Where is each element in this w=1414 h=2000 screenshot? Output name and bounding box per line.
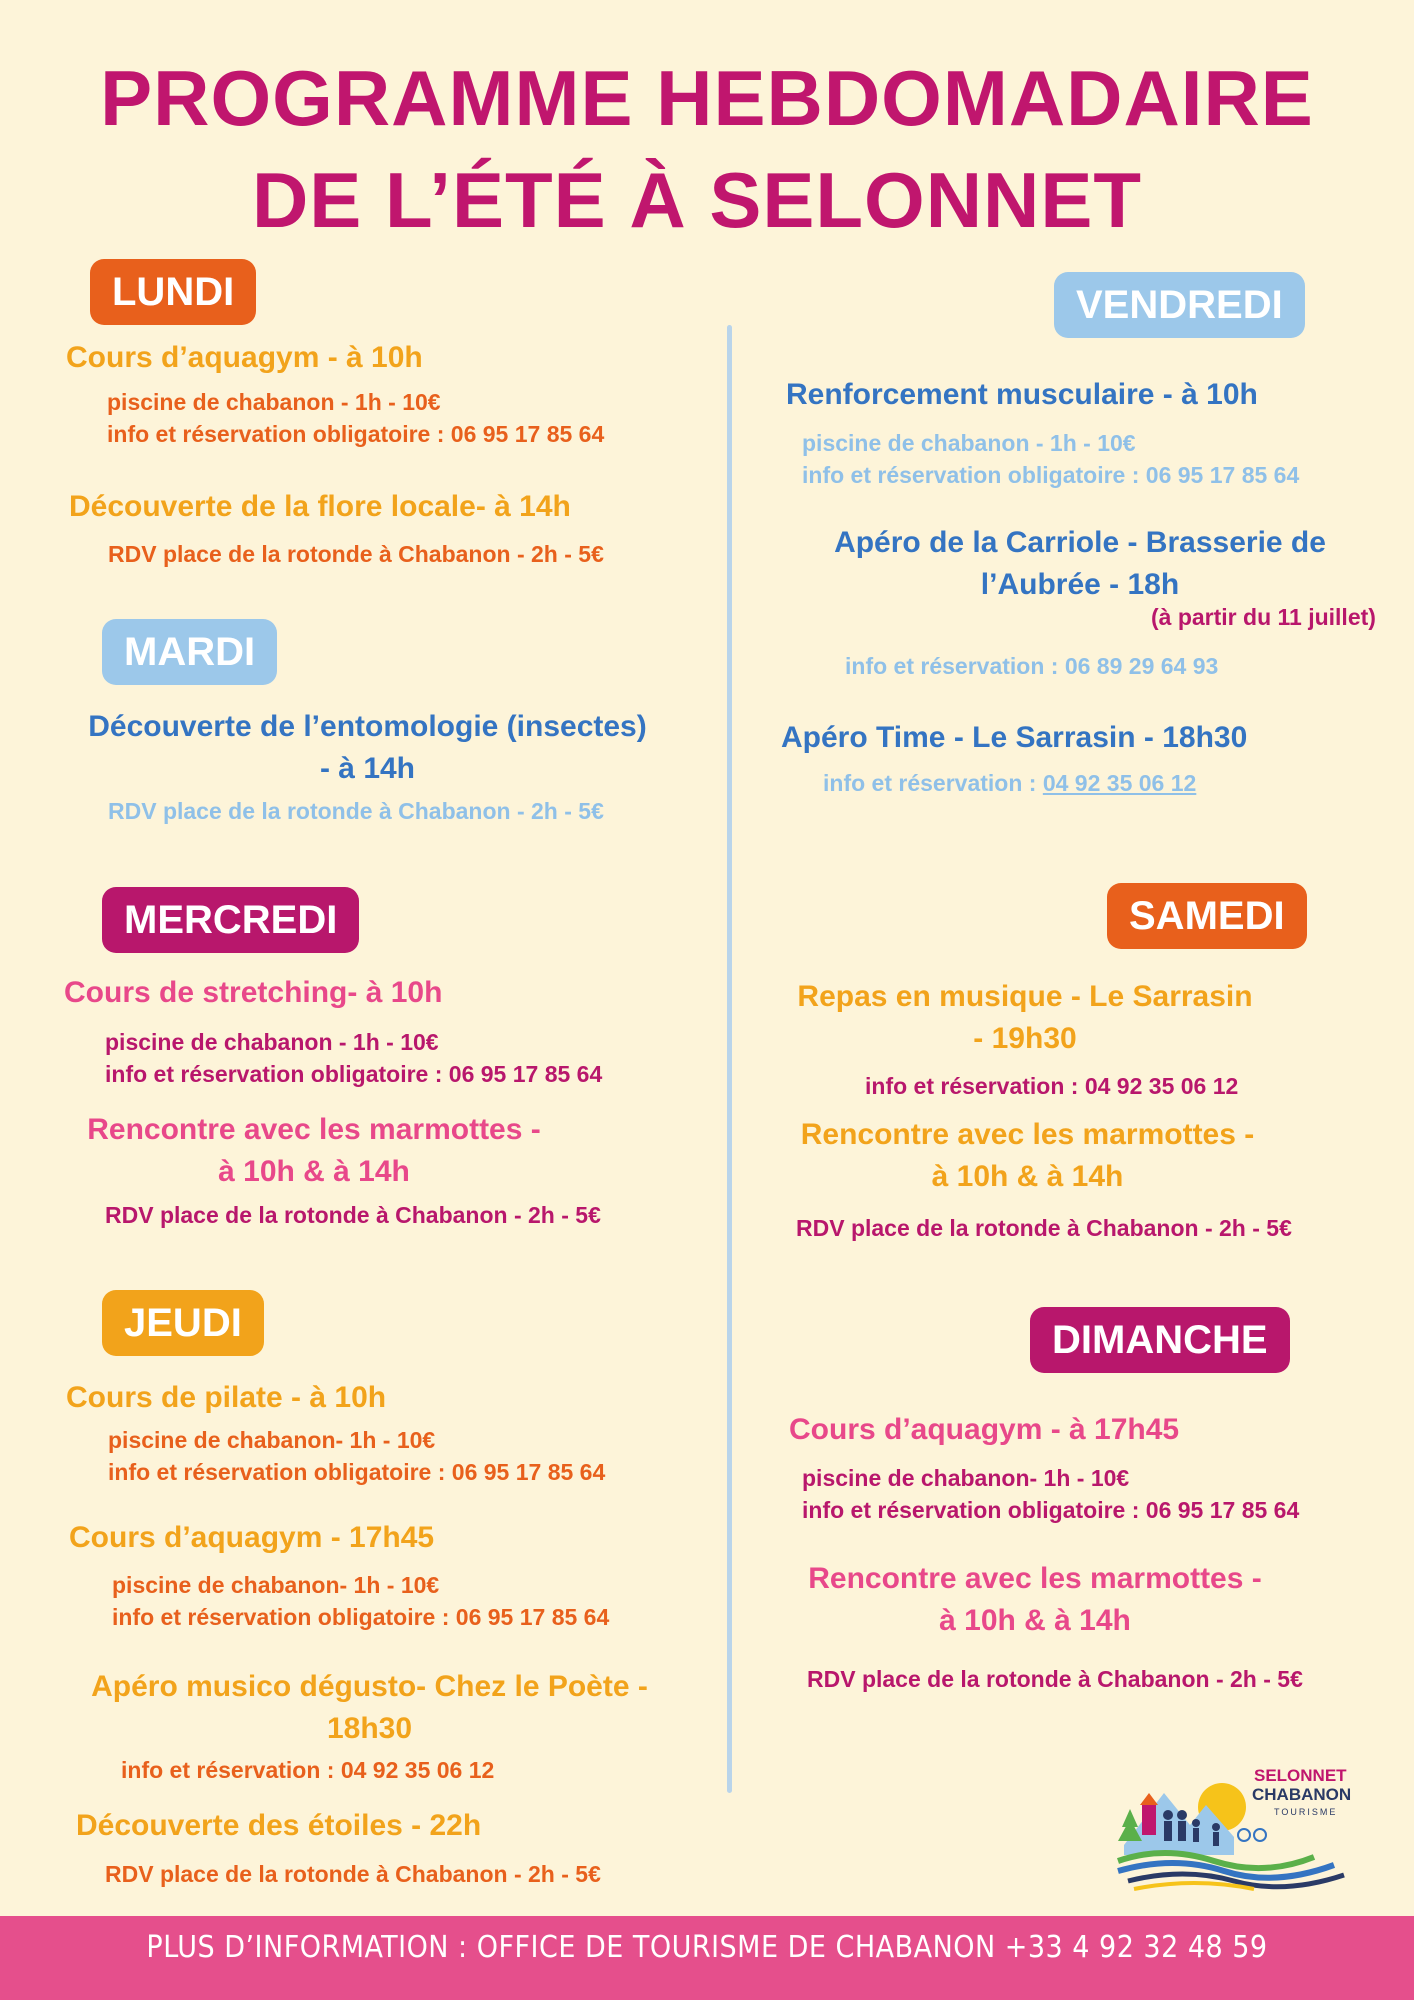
column-divider: [727, 325, 732, 1793]
event-title: Rencontre avec les marmottes -: [87, 1113, 541, 1146]
event-title: à 10h & à 14h: [931, 1160, 1124, 1193]
event-detail: info et réservation : 04 92 35 06 12: [865, 1073, 1239, 1099]
logo-text-line2: CHABANON: [1252, 1785, 1352, 1804]
logo-text-line3: TOURISME: [1274, 1807, 1338, 1817]
event-detail: RDV place de la rotonde à Chabanon - 2h - 5€: [796, 1215, 1292, 1241]
event-title: Apéro Time - Le Sarrasin - 18h30: [781, 721, 1248, 754]
event-detail: piscine de chabanon- 1h - 10€: [112, 1572, 440, 1598]
event-title: Découverte de la flore locale- à 14h: [69, 490, 571, 523]
day-badge-mercredi: MERCREDI: [102, 887, 359, 953]
event-title: Apéro de la Carriole - Brasserie de: [834, 526, 1326, 559]
event-title: - 19h30: [973, 1022, 1077, 1055]
event-title: - à 14h: [319, 752, 416, 785]
event-title: Cours d’aquagym - à 17h45: [789, 1413, 1180, 1446]
phone-link[interactable]: 04 92 35 06 12: [1042, 770, 1197, 796]
day-badge-lundi: LUNDI: [90, 259, 256, 325]
event-note: (à partir du 11 juillet): [1151, 604, 1376, 630]
event-title: à 10h & à 14h: [218, 1155, 410, 1188]
event-detail: RDV place de la rotonde à Chabanon - 2h - 5€: [105, 1861, 601, 1887]
event-detail: info et réservation obligatoire : 06 95 17 85 64: [802, 1497, 1300, 1523]
event-title: 18h30: [326, 1712, 413, 1745]
day-badge-samedi: SAMEDI: [1107, 883, 1307, 949]
event-detail: piscine de chabanon - 1h - 10€: [107, 389, 441, 415]
event-title: Cours de pilate - à 10h: [66, 1381, 387, 1414]
event-detail: info et réservation obligatoire : 06 95 17 85 64: [802, 462, 1300, 488]
event-detail: RDV place de la rotonde à Chabanon - 2h - 5€: [807, 1666, 1303, 1692]
selonnet-chabanon-logo-icon: [1104, 1765, 1364, 1897]
event-title: Cours d’aquagym - 17h45: [69, 1521, 435, 1554]
event-detail: info et réservation : 06 89 29 64 93: [845, 653, 1219, 679]
event-title: Découverte des étoiles - 22h: [76, 1809, 482, 1842]
event-detail: RDV place de la rotonde à Chabanon - 2h - 5€: [108, 798, 604, 824]
event-detail: [823, 767, 1196, 799]
day-badge-jeudi: JEUDI: [102, 1290, 264, 1356]
event-detail: piscine de chabanon - 1h - 10€: [802, 430, 1136, 456]
event-detail: piscine de chabanon- 1h - 10€: [802, 1465, 1130, 1491]
event-detail: info et réservation obligatoire : 06 95 17 85 64: [105, 1061, 603, 1087]
event-title: Rencontre avec les marmottes -: [800, 1118, 1255, 1151]
footer-bar: PLUS D’INFORMATION : OFFICE DE TOURISME DE CHABANON +33 4 92 32 48 59: [0, 1916, 1414, 2000]
page-title-line2: DE L’ÉTÉ À SELONNET: [251, 156, 1143, 244]
logo-text-line1: SELONNET: [1254, 1766, 1347, 1785]
event-title: Découverte de l’entomologie (insectes): [88, 710, 647, 743]
event-detail: piscine de chabanon - 1h - 10€: [105, 1029, 439, 1055]
event-detail: RDV place de la rotonde à Chabanon - 2h - 5€: [108, 541, 604, 567]
day-badge-vendredi: VENDREDI: [1054, 272, 1305, 338]
event-detail: RDV place de la rotonde à Chabanon - 2h - 5€: [105, 1202, 601, 1228]
page-title-line1: PROGRAMME HEBDOMADAIRE: [100, 54, 1314, 142]
day-badge-dimanche: DIMANCHE: [1030, 1307, 1290, 1373]
day-badge-mardi: MARDI: [102, 619, 277, 685]
event-detail: info et réservation : 04 92 35 06 12: [121, 1757, 495, 1783]
event-detail: info et réservation obligatoire : 06 95 17 85 64: [112, 1604, 610, 1630]
event-title: Cours d’aquagym - à 10h: [66, 341, 423, 374]
event-detail: piscine de chabanon- 1h - 10€: [108, 1427, 436, 1453]
event-detail: info et réservation obligatoire : 06 95 17 85 64: [107, 421, 605, 447]
event-title: Repas en musique - Le Sarrasin: [797, 980, 1253, 1013]
event-title: l’Aubrée - 18h: [980, 568, 1180, 601]
detail-label: info et réservation :: [823, 770, 1043, 796]
event-title: Apéro musico dégusto- Chez le Poète -: [91, 1670, 648, 1703]
event-title: Renforcement musculaire - à 10h: [786, 378, 1258, 411]
event-title: Rencontre avec les marmottes -: [808, 1562, 1262, 1595]
event-title: à 10h & à 14h: [939, 1604, 1131, 1637]
event-detail: info et réservation obligatoire : 06 95 17 85 64: [108, 1459, 606, 1485]
event-title: Cours de stretching- à 10h: [64, 976, 443, 1009]
